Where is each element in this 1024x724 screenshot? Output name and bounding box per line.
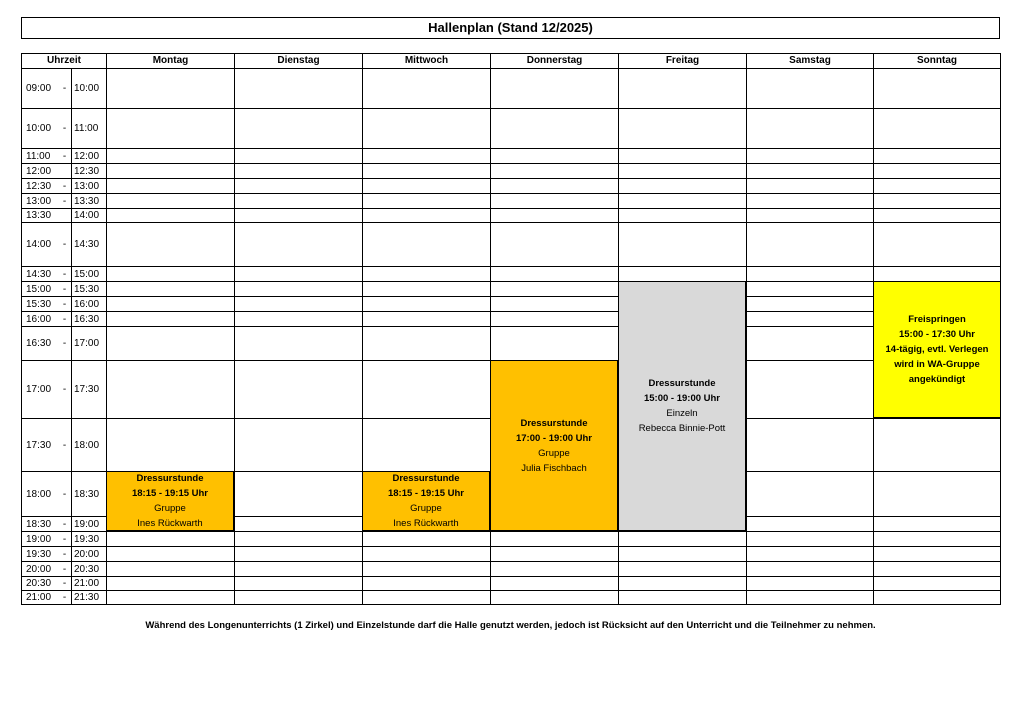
event-line: Dressurstunde bbox=[648, 378, 716, 389]
time-dash bbox=[58, 163, 71, 178]
slot-dienstag bbox=[234, 266, 362, 281]
slot-dienstag bbox=[234, 326, 362, 360]
slot-donnerstag bbox=[490, 108, 618, 148]
event-line: angekündigt bbox=[908, 374, 966, 385]
slot-donnerstag bbox=[490, 163, 618, 178]
event-line: Julia Fischbach bbox=[521, 462, 587, 474]
time-start: 18:30 bbox=[21, 516, 58, 531]
slot-sonntag bbox=[873, 148, 1001, 163]
slot-donnerstag bbox=[490, 193, 618, 208]
event-mittwoch-dressur bbox=[362, 471, 490, 531]
slot-sonntag bbox=[873, 266, 1001, 281]
slot-freitag bbox=[618, 148, 746, 163]
slot-freitag bbox=[618, 108, 746, 148]
header-montag: Montag bbox=[106, 53, 234, 68]
time-dash: - bbox=[58, 281, 71, 296]
slot-dienstag bbox=[234, 222, 362, 266]
slot-montag bbox=[106, 296, 234, 311]
slot-sonntag bbox=[873, 68, 1001, 108]
slot-dienstag bbox=[234, 148, 362, 163]
slot-sonntag bbox=[873, 546, 1001, 561]
event-line: Einzeln bbox=[666, 408, 698, 419]
slot-mittwoch bbox=[362, 68, 490, 108]
slot-samstag bbox=[746, 311, 873, 326]
slot-mittwoch bbox=[362, 311, 490, 326]
slot-samstag bbox=[746, 296, 873, 311]
event-freitag-dressur bbox=[618, 281, 746, 531]
slot-donnerstag bbox=[490, 148, 618, 163]
slot-mittwoch bbox=[362, 281, 490, 296]
time-end: 16:30 bbox=[71, 311, 106, 326]
time-start: 15:00 bbox=[21, 281, 58, 296]
slot-dienstag bbox=[234, 516, 362, 531]
slot-mittwoch bbox=[362, 266, 490, 281]
time-end: 13:00 bbox=[71, 178, 106, 193]
slot-mittwoch bbox=[362, 590, 490, 605]
event-line: 15:00 - 19:00 Uhr bbox=[643, 393, 721, 404]
time-start: 19:00 bbox=[21, 531, 58, 546]
time-dash: - bbox=[58, 193, 71, 208]
slot-mittwoch bbox=[362, 360, 490, 418]
slot-donnerstag bbox=[490, 561, 618, 576]
slot-freitag bbox=[618, 546, 746, 561]
time-dash: - bbox=[58, 360, 71, 418]
slot-montag bbox=[106, 108, 234, 148]
time-end: 20:00 bbox=[71, 546, 106, 561]
time-start: 13:30 bbox=[21, 208, 58, 222]
time-start: 16:00 bbox=[21, 311, 58, 326]
slot-dienstag bbox=[234, 208, 362, 222]
slot-montag bbox=[106, 68, 234, 108]
slot-montag bbox=[106, 281, 234, 296]
time-end: 21:30 bbox=[71, 590, 106, 605]
time-dash: - bbox=[58, 561, 71, 576]
slot-montag bbox=[106, 546, 234, 561]
time-start: 19:30 bbox=[21, 546, 58, 561]
slot-mittwoch bbox=[362, 296, 490, 311]
slot-donnerstag bbox=[490, 311, 618, 326]
time-end: 17:30 bbox=[71, 360, 106, 418]
slot-dienstag bbox=[234, 108, 362, 148]
event-sonntag-freispringen bbox=[873, 281, 1001, 418]
slot-sonntag bbox=[873, 561, 1001, 576]
time-start: 20:30 bbox=[21, 576, 58, 590]
slot-mittwoch bbox=[362, 163, 490, 178]
slot-sonntag bbox=[873, 163, 1001, 178]
time-end: 21:00 bbox=[71, 576, 106, 590]
time-dash: - bbox=[58, 418, 71, 471]
slot-freitag bbox=[618, 590, 746, 605]
slot-donnerstag bbox=[490, 178, 618, 193]
slot-dienstag bbox=[234, 360, 362, 418]
event-line: 18:15 - 19:15 Uhr bbox=[131, 488, 209, 499]
time-end: 12:30 bbox=[71, 163, 106, 178]
slot-donnerstag bbox=[490, 266, 618, 281]
slot-sonntag bbox=[873, 418, 1001, 471]
slot-montag bbox=[106, 193, 234, 208]
slot-samstag bbox=[746, 516, 873, 531]
time-start: 14:30 bbox=[21, 266, 58, 281]
slot-samstag bbox=[746, 590, 873, 605]
time-dash: - bbox=[58, 222, 71, 266]
slot-sonntag bbox=[873, 471, 1001, 516]
slot-samstag bbox=[746, 208, 873, 222]
slot-dienstag bbox=[234, 590, 362, 605]
slot-dienstag bbox=[234, 163, 362, 178]
event-line: Gruppe bbox=[538, 447, 570, 459]
slot-sonntag bbox=[873, 178, 1001, 193]
slot-dienstag bbox=[234, 311, 362, 326]
slot-dienstag bbox=[234, 576, 362, 590]
time-start: 12:30 bbox=[21, 178, 58, 193]
time-end: 18:00 bbox=[71, 418, 106, 471]
slot-dienstag bbox=[234, 296, 362, 311]
time-start: 17:30 bbox=[21, 418, 58, 471]
header-dienstag: Dienstag bbox=[234, 53, 362, 68]
time-dash: - bbox=[58, 266, 71, 281]
slot-samstag bbox=[746, 326, 873, 360]
event-line: Ines Rückwarth bbox=[137, 518, 203, 529]
time-end: 19:00 bbox=[71, 516, 106, 531]
slot-samstag bbox=[746, 546, 873, 561]
slot-montag bbox=[106, 266, 234, 281]
slot-mittwoch bbox=[362, 561, 490, 576]
time-dash: - bbox=[58, 531, 71, 546]
header-samstag: Samstag bbox=[746, 53, 873, 68]
slot-samstag bbox=[746, 148, 873, 163]
slot-dienstag bbox=[234, 471, 362, 516]
slot-donnerstag bbox=[490, 531, 618, 546]
slot-montag bbox=[106, 163, 234, 178]
slot-donnerstag bbox=[490, 326, 618, 360]
slot-mittwoch bbox=[362, 222, 490, 266]
time-end: 12:00 bbox=[71, 148, 106, 163]
slot-montag bbox=[106, 148, 234, 163]
slot-samstag bbox=[746, 222, 873, 266]
header-uhrzeit: Uhrzeit bbox=[21, 53, 106, 68]
time-dash: - bbox=[58, 471, 71, 516]
slot-dienstag bbox=[234, 531, 362, 546]
time-end: 18:30 bbox=[71, 471, 106, 516]
slot-montag bbox=[106, 311, 234, 326]
time-dash: - bbox=[58, 68, 71, 108]
slot-montag bbox=[106, 208, 234, 222]
slot-samstag bbox=[746, 163, 873, 178]
slot-samstag bbox=[746, 531, 873, 546]
slot-samstag bbox=[746, 360, 873, 418]
slot-samstag bbox=[746, 193, 873, 208]
event-line: Dressurstunde bbox=[520, 417, 588, 429]
slot-dienstag bbox=[234, 546, 362, 561]
slot-mittwoch bbox=[362, 531, 490, 546]
footer-note: Während des Longenunterrichts (1 Zirkel) und Einzelstunde darf die Halle genutzt werden, jedoch ist Rücksicht auf den Unterricht und die Teilnehmer zu nehmen. bbox=[145, 620, 876, 631]
slot-mittwoch bbox=[362, 193, 490, 208]
slot-donnerstag bbox=[490, 281, 618, 296]
time-dash bbox=[58, 208, 71, 222]
slot-mittwoch bbox=[362, 178, 490, 193]
slot-dienstag bbox=[234, 178, 362, 193]
slot-sonntag bbox=[873, 516, 1001, 531]
time-start: 11:00 bbox=[21, 148, 58, 163]
slot-sonntag bbox=[873, 108, 1001, 148]
slot-donnerstag bbox=[490, 576, 618, 590]
event-line: 18:15 - 19:15 Uhr bbox=[387, 488, 465, 499]
slot-mittwoch bbox=[362, 546, 490, 561]
slot-montag bbox=[106, 590, 234, 605]
time-end: 15:30 bbox=[71, 281, 106, 296]
slot-sonntag bbox=[873, 222, 1001, 266]
slot-samstag bbox=[746, 281, 873, 296]
event-line: Gruppe bbox=[410, 503, 442, 514]
slot-freitag bbox=[618, 222, 746, 266]
slot-freitag bbox=[618, 531, 746, 546]
slot-sonntag bbox=[873, 193, 1001, 208]
slot-dienstag bbox=[234, 418, 362, 471]
time-end: 14:00 bbox=[71, 208, 106, 222]
time-start: 10:00 bbox=[21, 108, 58, 148]
slot-mittwoch bbox=[362, 148, 490, 163]
time-start: 17:00 bbox=[21, 360, 58, 418]
slot-montag bbox=[106, 360, 234, 418]
slot-donnerstag bbox=[490, 68, 618, 108]
slot-samstag bbox=[746, 68, 873, 108]
event-montag-dressur bbox=[106, 471, 234, 531]
slot-donnerstag bbox=[490, 546, 618, 561]
time-dash: - bbox=[58, 311, 71, 326]
time-start: 21:00 bbox=[21, 590, 58, 605]
time-end: 17:00 bbox=[71, 326, 106, 360]
time-start: 13:00 bbox=[21, 193, 58, 208]
slot-sonntag bbox=[873, 208, 1001, 222]
slot-montag bbox=[106, 326, 234, 360]
slot-freitag bbox=[618, 266, 746, 281]
slot-mittwoch bbox=[362, 418, 490, 471]
slot-montag bbox=[106, 222, 234, 266]
time-end: 13:30 bbox=[71, 193, 106, 208]
slot-donnerstag bbox=[490, 208, 618, 222]
time-end: 16:00 bbox=[71, 296, 106, 311]
event-line: 15:00 - 17:30 Uhr bbox=[898, 329, 976, 340]
time-dash: - bbox=[58, 296, 71, 311]
time-start: 18:00 bbox=[21, 471, 58, 516]
slot-montag bbox=[106, 561, 234, 576]
slot-freitag bbox=[618, 576, 746, 590]
slot-sonntag bbox=[873, 531, 1001, 546]
slot-dienstag bbox=[234, 281, 362, 296]
slot-freitag bbox=[618, 193, 746, 208]
time-start: 14:00 bbox=[21, 222, 58, 266]
slot-samstag bbox=[746, 178, 873, 193]
header-sonntag: Sonntag bbox=[873, 53, 1001, 68]
slot-sonntag bbox=[873, 590, 1001, 605]
slot-freitag bbox=[618, 561, 746, 576]
page-title: Hallenplan (Stand 12/2025) bbox=[21, 17, 1000, 39]
slot-freitag bbox=[618, 208, 746, 222]
event-line: Gruppe bbox=[154, 503, 186, 514]
time-dash: - bbox=[58, 148, 71, 163]
slot-donnerstag bbox=[490, 222, 618, 266]
header-mittwoch: Mittwoch bbox=[362, 53, 490, 68]
header-freitag: Freitag bbox=[618, 53, 746, 68]
time-dash: - bbox=[58, 108, 71, 148]
slot-mittwoch bbox=[362, 208, 490, 222]
event-line: Freispringen bbox=[908, 314, 966, 325]
slot-dienstag bbox=[234, 561, 362, 576]
event-line: Ines Rückwarth bbox=[393, 518, 459, 529]
slot-samstag bbox=[746, 576, 873, 590]
event-line: wird in WA-Gruppe bbox=[894, 359, 980, 370]
event-line: Rebecca Binnie-Pott bbox=[638, 423, 726, 434]
slot-freitag bbox=[618, 178, 746, 193]
slot-dienstag bbox=[234, 68, 362, 108]
time-dash: - bbox=[58, 576, 71, 590]
slot-montag bbox=[106, 178, 234, 193]
time-start: 20:00 bbox=[21, 561, 58, 576]
slot-montag bbox=[106, 531, 234, 546]
event-line: 17:00 - 19:00 Uhr bbox=[515, 432, 593, 444]
time-start: 09:00 bbox=[21, 68, 58, 108]
time-end: 11:00 bbox=[71, 108, 106, 148]
time-end: 14:30 bbox=[71, 222, 106, 266]
time-dash: - bbox=[58, 326, 71, 360]
header-donnerstag: Donnerstag bbox=[490, 53, 618, 68]
slot-montag bbox=[106, 418, 234, 471]
time-dash: - bbox=[58, 546, 71, 561]
time-end: 20:30 bbox=[71, 561, 106, 576]
time-start: 15:30 bbox=[21, 296, 58, 311]
time-start: 12:00 bbox=[21, 163, 58, 178]
event-line: 14-tägig, evtl. Verlegen bbox=[885, 344, 989, 355]
slot-donnerstag bbox=[490, 296, 618, 311]
slot-donnerstag bbox=[490, 590, 618, 605]
slot-freitag bbox=[618, 163, 746, 178]
slot-samstag bbox=[746, 561, 873, 576]
event-line: Dressurstunde bbox=[136, 473, 204, 484]
time-dash: - bbox=[58, 590, 71, 605]
slot-freitag bbox=[618, 68, 746, 108]
slot-samstag bbox=[746, 108, 873, 148]
time-dash: - bbox=[58, 178, 71, 193]
time-dash: - bbox=[58, 516, 71, 531]
event-donnerstag-dressur bbox=[490, 360, 618, 531]
time-end: 10:00 bbox=[71, 68, 106, 108]
slot-mittwoch bbox=[362, 576, 490, 590]
event-line: Dressurstunde bbox=[392, 473, 460, 484]
time-start: 16:30 bbox=[21, 326, 58, 360]
slot-dienstag bbox=[234, 193, 362, 208]
slot-samstag bbox=[746, 471, 873, 516]
slot-mittwoch bbox=[362, 326, 490, 360]
slot-montag bbox=[106, 576, 234, 590]
slot-samstag bbox=[746, 266, 873, 281]
slot-mittwoch bbox=[362, 108, 490, 148]
slot-sonntag bbox=[873, 576, 1001, 590]
slot-samstag bbox=[746, 418, 873, 471]
time-end: 19:30 bbox=[71, 531, 106, 546]
time-end: 15:00 bbox=[71, 266, 106, 281]
